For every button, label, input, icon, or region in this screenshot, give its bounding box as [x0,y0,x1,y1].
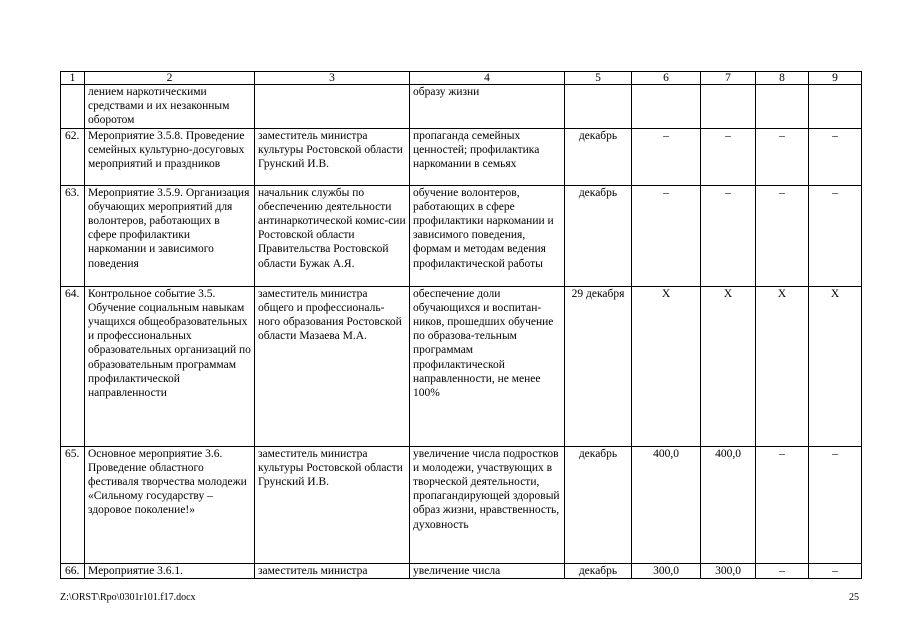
table-row [61,446,862,563]
row-number: 65. [61,446,85,563]
expected-result: увеличение числа подростков и молодежи, участвующих в творческой деятельности, пропагандирующей здоровый образ жизни, нравственность, духовность [410,446,565,563]
header-row [61,72,862,85]
event-name: Основное мероприятие 3.6. Проведение областного фестиваля творчества молодежи «Сильному государству – здоровое поколение!» [85,446,255,563]
value-col8 [756,85,809,129]
value-col7: – [701,128,756,185]
row-number: 62. [61,128,85,185]
responsible: начальник службы по обеспечению деятельности антинаркотической комис-сии Ростовской области Правительства Ростовской области Бужак А.Я. [255,185,410,286]
deadline [565,85,632,129]
event-name: лением наркотическими средствами и их незаконным оборотом [85,85,255,129]
deadline: декабрь [565,185,632,286]
value-col9: – [809,563,862,578]
table-row [61,128,862,185]
page-number: 25 [849,592,859,603]
value-col9: – [809,185,862,286]
expected-result: обучение волонтеров, работающих в сфере профилактики наркомании и зависимого поведения, формам и методам ведения профилактической работы [410,185,565,286]
value-col7: – [701,185,756,286]
deadline: декабрь [565,128,632,185]
value-col6 [632,85,701,129]
value-col9: – [809,446,862,563]
value-col8: – [756,563,809,578]
value-col6: 400,0 [632,446,701,563]
table-row [61,286,862,446]
event-name: Контрольное событие 3.5. Обучение социальным навыкам учащихся общеобразовательных и профессиональных образовательных организаций по образовательным программам профилактической направленности [85,286,255,446]
header-cell: 4 [410,72,565,85]
row-number [61,85,85,129]
header-cell: 2 [85,72,255,85]
responsible: заместитель министра культуры Ростовской области Грунский И.В. [255,446,410,563]
value-col7: 400,0 [701,446,756,563]
responsible [255,85,410,129]
value-col8: – [756,185,809,286]
value-col8: – [756,446,809,563]
header-cell: 6 [632,72,701,85]
responsible: заместитель министра общего и профессиональ-ного образования Ростовской области Мазаева М.А. [255,286,410,446]
plan-table [60,71,862,579]
expected-result: пропаганда семейных ценностей; профилактика наркомании в семьях [410,128,565,185]
deadline: декабрь [565,446,632,563]
value-col7: 300,0 [701,563,756,578]
row-number: 66. [61,563,85,578]
table-row [61,563,862,578]
file-path: Z:\ORST\Rpo\0301r101.f17.docx [60,592,196,603]
header-cell: 1 [61,72,85,85]
value-col7: Х [701,286,756,446]
deadline: 29 декабря [565,286,632,446]
expected-result: обеспечение доли обучающихся и воспитан-ников, прошедших обучение по образова-тельным программам профилактической направленности, не менее 100% [410,286,565,446]
responsible: заместитель министра [255,563,410,578]
value-col8: – [756,128,809,185]
value-col6: – [632,185,701,286]
header-cell: 7 [701,72,756,85]
header-cell: 3 [255,72,410,85]
value-col6: 300,0 [632,563,701,578]
value-col8: Х [756,286,809,446]
header-cell: 5 [565,72,632,85]
event-name: Мероприятие 3.6.1. [85,563,255,578]
expected-result: увеличение числа [410,563,565,578]
value-col7 [701,85,756,129]
row-number: 63. [61,185,85,286]
value-col9: Х [809,286,862,446]
header-cell: 8 [756,72,809,85]
value-col6: Х [632,286,701,446]
row-number: 64. [61,286,85,446]
expected-result: образу жизни [410,85,565,129]
value-col6: – [632,128,701,185]
table-row [61,185,862,286]
table-row [61,85,862,129]
value-col9: – [809,128,862,185]
value-col9 [809,85,862,129]
deadline: декабрь [565,563,632,578]
header-cell: 9 [809,72,862,85]
responsible: заместитель министра культуры Ростовской области Грунский И.В. [255,128,410,185]
event-name: Мероприятие 3.5.8. Проведение семейных культурно-досуговых мероприятий и праздников [85,128,255,185]
event-name: Мероприятие 3.5.9. Организация обучающих мероприятий для волонтеров, работающих в сфере профилактики наркомании и зависимого поведения [85,185,255,286]
